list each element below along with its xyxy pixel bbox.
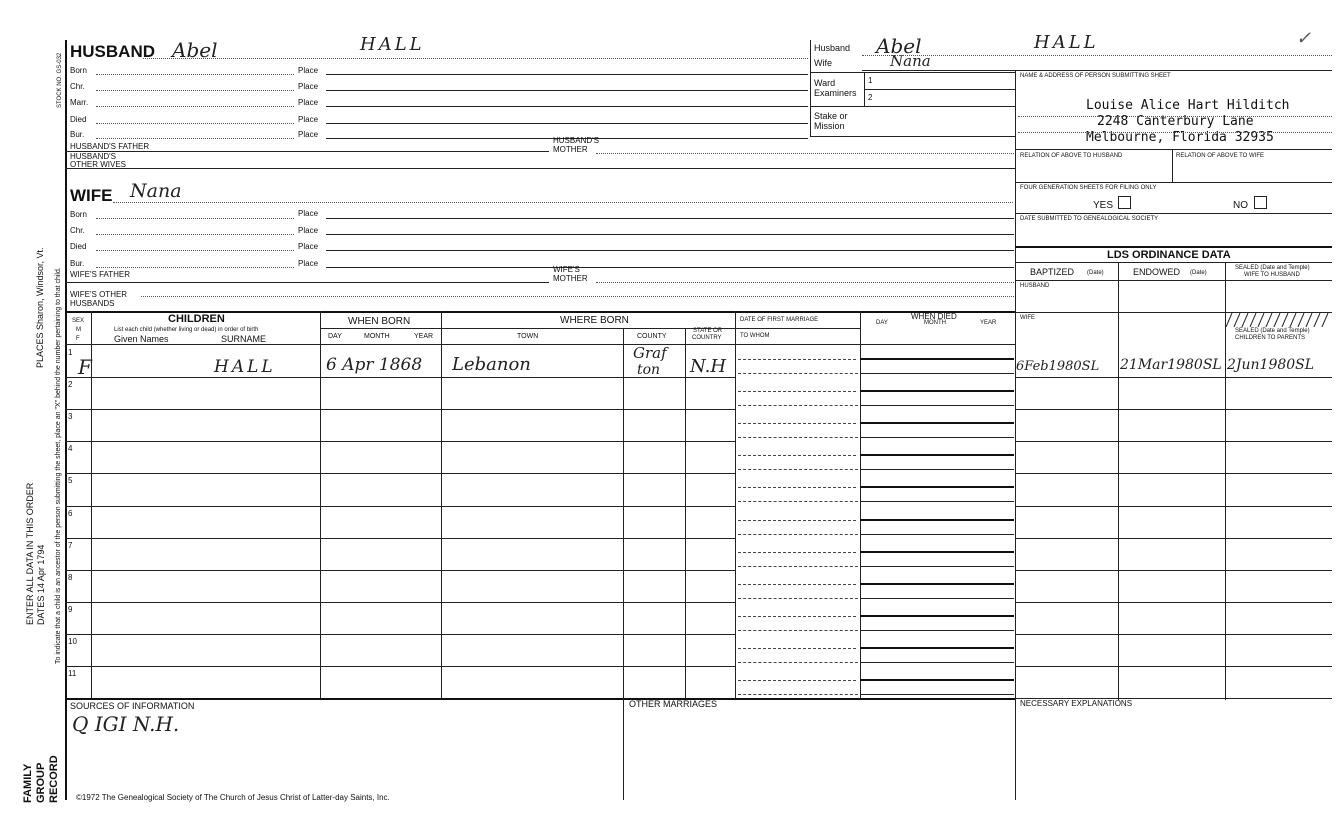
husband-died-place: Place — [298, 115, 319, 124]
husband-died-place-line — [326, 123, 808, 124]
when-born-header: WHEN BORN — [348, 316, 411, 327]
wife-name-line — [113, 202, 1013, 203]
rp-husband-label: Husband — [814, 43, 851, 53]
lds-row-line — [1015, 506, 1332, 507]
baptized-header: BAPTIZED — [1030, 267, 1075, 277]
when-died-header: WHEN DIED — [911, 312, 957, 321]
died-line — [860, 390, 1014, 392]
submitter-name[interactable]: Louise Alice Hart Hilditch — [1086, 98, 1290, 113]
marriage-dashed-line — [738, 584, 856, 585]
wife-father-divider — [65, 282, 549, 283]
lds-row-line — [1015, 602, 1332, 603]
lds-husband-row: HUSBAND — [1020, 283, 1050, 289]
marriage-dashed-line — [738, 680, 856, 681]
examiner-mid-line — [864, 89, 1015, 90]
child-1-county-2[interactable]: ton — [637, 362, 661, 378]
child-row-line — [65, 377, 735, 378]
col-county — [685, 328, 686, 700]
child-row-line — [65, 473, 735, 474]
died-line — [860, 615, 1014, 617]
child-1-surname[interactable]: HALL — [214, 357, 276, 377]
marriage-dashed-line — [738, 648, 856, 649]
husband-name-line — [143, 58, 808, 59]
died-line — [860, 519, 1014, 521]
wife-other-husbands-1: WIFE'S OTHER — [70, 290, 128, 299]
wife-died-place: Place — [298, 242, 319, 251]
to-whom-dashed-line — [738, 694, 858, 695]
places-label: PLACES Sharon, Windsor, Vt. — [35, 247, 45, 368]
lds-title: LDS ORDINANCE DATA — [1107, 249, 1231, 261]
husband-born-place-line — [326, 74, 808, 75]
rp-husband-line — [862, 55, 1332, 56]
submitter-street[interactable]: 2248 Canterbury Lane — [1097, 114, 1254, 129]
died-month-header: MONTH — [924, 320, 946, 326]
husband-chr-place-line — [326, 90, 808, 91]
wife-father-label: WIFE'S FATHER — [70, 270, 131, 279]
died-line — [860, 422, 1014, 424]
submitter-label: NAME & ADDRESS OF PERSON SUBMITTING SHEET — [1020, 73, 1171, 79]
stake-label: Stake or — [814, 111, 848, 121]
husband-given-name[interactable]: Abel — [172, 38, 218, 62]
rp-husband-surname[interactable]: HALL — [1034, 32, 1099, 53]
first-marriage-header: DATE OF FIRST MARRIAGE — [740, 317, 819, 323]
to-whom-dashed-line — [738, 373, 858, 374]
record-title-3: RECORD — [48, 755, 60, 803]
died-line — [860, 486, 1014, 488]
town-header: TOWN — [517, 333, 539, 340]
four-gen-bottom-line — [1015, 213, 1332, 214]
child-row-number: 4 — [68, 444, 73, 453]
died-bottom-line — [860, 694, 1014, 695]
child-row-number: 1 — [68, 348, 73, 357]
examiner-2: 2 — [868, 93, 873, 102]
marriage-dashed-line — [738, 423, 856, 424]
sex-m: M — [76, 327, 81, 333]
husband-mother-label-2: MOTHER — [553, 145, 588, 154]
lds-header-line — [1015, 280, 1332, 281]
child-row-number: 3 — [68, 412, 73, 421]
examiners-bottom-line — [810, 106, 1015, 107]
to-whom-dashed-line — [738, 469, 858, 470]
died-bottom-line — [860, 405, 1014, 406]
ancestor-note: To indicate that a child is an ancestor of the person submitting the sheet, place an "X" behind the number pertaining to that child. — [55, 267, 62, 664]
child-row-line — [65, 570, 735, 571]
sources-label: SOURCES OF INFORMATION — [70, 701, 195, 711]
husband-born-date-line — [96, 74, 294, 75]
child-1-born[interactable]: 6 Apr 1868 — [326, 355, 423, 375]
marriage-dashed-line — [738, 520, 856, 521]
child-1-town[interactable]: Lebanon — [452, 354, 531, 375]
baptized-sub: (Date) — [1087, 270, 1104, 276]
died-bottom-line — [860, 437, 1014, 438]
husband-father-divider — [65, 151, 549, 152]
wife-given-name[interactable]: Nana — [130, 180, 182, 202]
lds-title-line — [1015, 262, 1332, 263]
child-row-line — [65, 602, 735, 603]
four-gen-label: FOUR GENERATION SHEETS FOR FILING ONLY — [1020, 185, 1157, 191]
wife-born-place-line — [326, 218, 1014, 219]
left-border — [65, 40, 67, 800]
wife-born-label: Born — [70, 210, 87, 219]
husband-marr-label: Marr. — [70, 98, 89, 107]
no-label: NO — [1233, 200, 1248, 211]
husband-other-wives-2: OTHER WIVES — [70, 160, 127, 169]
wife-chr-place: Place — [298, 226, 319, 235]
to-whom-header: TO WHOM — [740, 333, 770, 339]
lds-wife-row: WIFE — [1020, 315, 1035, 321]
other-marriages-label: OTHER MARRIAGES — [629, 699, 718, 709]
husband-father-label: HUSBAND'S FATHER — [70, 142, 150, 151]
marriage-dashed-line — [738, 455, 856, 456]
husband-marr-place: Place — [298, 98, 319, 107]
sealed-child-2: CHILDREN TO PARENTS — [1235, 335, 1306, 341]
wife-heading: WIFE — [70, 186, 113, 205]
col-state — [735, 311, 736, 700]
died-bottom-line — [860, 373, 1014, 374]
marriage-sub-line — [735, 328, 860, 329]
child-1-county-1[interactable]: Graf — [633, 344, 667, 362]
husband-box-left — [810, 40, 811, 136]
marriage-dashed-line — [738, 487, 856, 488]
child-row-number: 7 — [68, 541, 73, 550]
husband-marr-date-line — [96, 106, 294, 107]
submitter-bottom-line — [1015, 149, 1332, 150]
died-year-header: YEAR — [980, 320, 997, 326]
husband-chr-label: Chr. — [70, 82, 85, 91]
husband-other-wives-line — [65, 168, 1015, 169]
child-1-sealed[interactable]: 2Jun1980SL — [1227, 357, 1315, 373]
ward-label: Ward — [814, 78, 836, 88]
surname-header: SURNAME — [221, 334, 267, 344]
lds-row-line — [1015, 409, 1332, 410]
born-year-header: YEAR — [414, 333, 434, 340]
county-header: COUNTY — [637, 333, 667, 340]
wife-chr-label: Chr. — [70, 226, 85, 235]
wife-chr-date-line — [96, 234, 294, 235]
ward-top-line — [810, 72, 1015, 73]
died-line — [860, 583, 1014, 585]
to-whom-dashed-line — [738, 566, 858, 567]
died-bottom-line — [860, 598, 1014, 599]
child-row-line — [65, 441, 735, 442]
header-bottom-line — [65, 344, 1015, 345]
child-row-number: 10 — [68, 637, 77, 646]
child-row-line — [65, 506, 735, 507]
lds-top-line — [1015, 246, 1332, 248]
right-column-border — [1015, 70, 1016, 800]
child-row-number: 2 — [68, 380, 73, 389]
child-1-sex[interactable]: F — [78, 355, 92, 379]
died-line — [860, 679, 1014, 681]
enter-all-data: ENTER ALL DATA IN THIS ORDER — [25, 482, 35, 625]
copyright: ©1972 The Genealogical Society of The Church of Jesus Christ of Latter-day Saints, Inc. — [76, 793, 390, 802]
wife-born-place: Place — [298, 209, 319, 218]
submitter-line-1 — [1018, 116, 1332, 117]
died-bottom-line — [860, 501, 1014, 502]
sub-header-line — [320, 328, 735, 329]
husband-chr-date-line — [96, 90, 294, 91]
child-1-endowed[interactable]: 21Mar1980SL — [1120, 357, 1222, 373]
relation-husband-label: RELATION OF ABOVE TO HUSBAND — [1020, 153, 1123, 159]
child-1-state[interactable]: N.H — [690, 356, 727, 377]
died-day-header: DAY — [876, 320, 888, 326]
wife-died-place-line — [326, 250, 1014, 251]
rp-husband-given[interactable]: Abel — [876, 34, 922, 58]
marriage-dashed-line — [738, 616, 856, 617]
lds-row-line — [1015, 634, 1332, 635]
hatched-area — [1226, 313, 1332, 327]
given-names-header: Given Names — [114, 334, 169, 344]
child-row-line — [65, 634, 735, 635]
submitter-line-2 — [1018, 132, 1332, 133]
relation-divider — [1172, 149, 1173, 182]
wife-bur-place: Place — [298, 259, 319, 268]
yes-checkbox[interactable] — [1118, 196, 1131, 209]
record-title-2: GROUP — [35, 762, 47, 803]
sealed-wife-1: SEALED (Date and Temple) — [1235, 265, 1310, 271]
husband-died-label: Died — [70, 115, 87, 124]
wife-mother-line — [596, 282, 1014, 283]
child-row-line — [65, 538, 735, 539]
wife-mother-label-1: WIFE'S — [553, 265, 580, 274]
husband-marr-place-line — [326, 106, 808, 107]
wife-bur-label: Bur. — [70, 259, 85, 268]
dates-label: DATES 14 Apr 1794 — [36, 544, 46, 625]
child-row-line — [65, 666, 735, 667]
child-row-line — [65, 409, 735, 410]
rp-wife-label: Wife — [814, 58, 832, 68]
yes-label: YES — [1093, 200, 1114, 211]
sealed-wife-2: WIFE TO HUSBAND — [1244, 272, 1300, 278]
relation-bottom-line — [1015, 182, 1332, 183]
to-whom-dashed-line — [738, 437, 858, 438]
endowed-header: ENDOWED — [1133, 267, 1180, 277]
wife-died-date-line — [96, 250, 294, 251]
wife-died-label: Died — [70, 242, 87, 251]
sex-header: SEX — [72, 318, 85, 324]
necessary-explanations: NECESSARY EXPLANATIONS — [1020, 699, 1133, 708]
wife-other-husbands-2: HUSBANDS — [70, 299, 115, 308]
to-whom-dashed-line — [738, 534, 858, 535]
lds-row-line — [1015, 538, 1332, 539]
state-header-2: COUNTRY — [692, 335, 722, 341]
check-mark-icon: ✓ — [1296, 28, 1312, 49]
list-note: List each child (whether living or dead) in order of birth — [114, 327, 259, 333]
col-marriage — [860, 311, 861, 700]
relation-wife-label: RELATION OF ABOVE TO WIFE — [1176, 153, 1265, 159]
husband-chr-place: Place — [298, 82, 319, 91]
footer-top-line — [65, 698, 1015, 700]
husband-surname[interactable]: HALL — [360, 34, 425, 55]
wife-bur-date-line — [96, 267, 294, 268]
marriage-dashed-line — [738, 552, 856, 553]
examiners-label: Examiners — [814, 88, 857, 98]
child-row-number: 6 — [68, 509, 73, 518]
born-day-header: DAY — [328, 333, 342, 340]
died-line — [860, 647, 1014, 649]
child-row-number: 9 — [68, 605, 73, 614]
marriage-dashed-line — [738, 391, 856, 392]
children-header: CHILDREN — [168, 313, 225, 325]
to-whom-dashed-line — [738, 405, 858, 406]
stock-number: STOCK NO. GS-032 — [57, 52, 63, 108]
to-whom-dashed-line — [738, 501, 858, 502]
record-title-1: FAMILY — [22, 763, 34, 803]
state-header-1: STATE OR — [693, 328, 723, 334]
husband-born-place: Place — [298, 66, 319, 75]
husband-died-date-line — [96, 123, 294, 124]
other-marriages-divider — [623, 698, 624, 800]
wife-bur-place-line — [326, 267, 1014, 268]
husband-born-label: Born — [70, 66, 87, 75]
where-born-header: WHERE BORN — [560, 315, 629, 326]
husband-bur-label: Bur. — [70, 130, 85, 139]
to-whom-dashed-line — [738, 598, 858, 599]
died-bottom-line — [860, 469, 1014, 470]
mission-label: Mission — [814, 121, 845, 131]
date-submitted-label: DATE SUBMITTED TO GENEALOGICAL SOCIETY — [1020, 216, 1159, 222]
died-line — [860, 358, 1014, 360]
husband-bur-place: Place — [298, 130, 319, 139]
husband-mother-label-1: HUSBAND'S — [553, 136, 599, 145]
died-line — [860, 454, 1014, 456]
rp-wife-line — [862, 70, 1332, 71]
lds-row-line — [1015, 377, 1332, 378]
died-bottom-line — [860, 534, 1014, 535]
marriage-dashed-line — [738, 359, 856, 360]
sex-f: F — [76, 336, 80, 342]
wife-born-date-line — [96, 218, 294, 219]
lds-row-line — [1015, 441, 1332, 442]
born-month-header: MONTH — [364, 333, 390, 340]
died-bottom-line — [860, 566, 1014, 567]
examiner-1: 1 — [868, 76, 873, 85]
lds-row-line — [1015, 570, 1332, 571]
submitter-city[interactable]: Melbourne, Florida 32935 — [1086, 130, 1274, 145]
husband-bur-date-line — [96, 138, 294, 139]
stake-bottom-line — [810, 136, 1015, 137]
rp-wife-given[interactable]: Nana — [890, 52, 931, 70]
child-1-baptized[interactable]: 6Feb1980SL — [1016, 359, 1100, 374]
col-town — [623, 328, 624, 700]
wife-other-husbands-line — [141, 296, 1014, 297]
died-bottom-line — [860, 630, 1014, 631]
died-line — [860, 551, 1014, 553]
endowed-sub: (Date) — [1190, 270, 1207, 276]
died-bottom-line — [860, 662, 1014, 663]
sources-value[interactable]: Q IGI N.H. — [72, 712, 180, 736]
husband-heading: HUSBAND — [70, 42, 155, 61]
to-whom-dashed-line — [738, 630, 858, 631]
sealed-child-1: SEALED (Date and Temple) — [1235, 328, 1310, 334]
lds-row-line — [1015, 666, 1332, 667]
no-checkbox[interactable] — [1254, 196, 1267, 209]
wife-mother-label-2: MOTHER — [553, 274, 588, 283]
to-whom-dashed-line — [738, 662, 858, 663]
footer-right-line — [1015, 698, 1332, 699]
wife-chr-place-line — [326, 234, 1014, 235]
child-row-number: 5 — [68, 476, 73, 485]
husband-other-wives-1: HUSBAND'S — [70, 152, 116, 161]
child-row-number: 11 — [68, 669, 77, 678]
lds-row-line — [1015, 473, 1332, 474]
child-row-number: 8 — [68, 573, 73, 582]
husband-mother-line — [596, 153, 1014, 154]
